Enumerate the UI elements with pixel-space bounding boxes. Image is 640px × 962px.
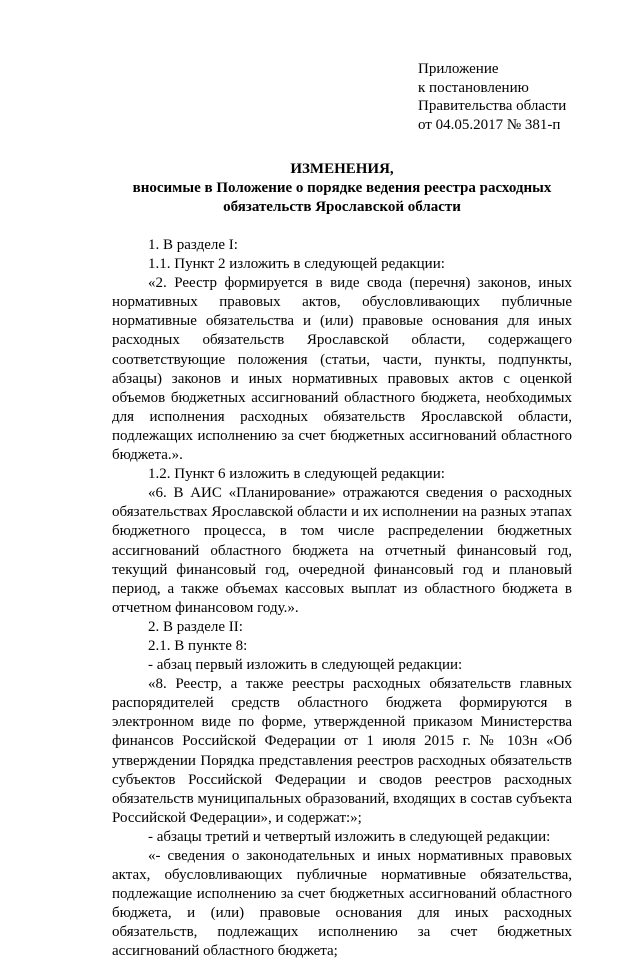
appendix-line-1: Приложение (418, 61, 499, 77)
document-title (112, 160, 572, 217)
paragraph-item-1-1: 1.1. Пункт 2 изложить в следующей редакции: (148, 256, 445, 273)
paragraph-point-8-text: «8. Реестр, а также реестры расходных обязательств главных распорядителей средств областного бюджета формируются в электронном виде по форме, утвержденной приказом Министерства финансов Российской Федерации от 1 июля 2015 г. № 103н «Об утверждении Порядка представления реестров расходных обязательств субъектов Российской Федерации и сводов реестров расходных обязательств муниципальных образований, входящих в состав субъекта Российской Федерации», и содержат:»; (112, 676, 572, 826)
paragraph-point-6-text: «6. В АИС «Планирование» отражаются сведения о расходных обязательствах Ярославской области и их исполнении на разных этапах бюджетного процесса, в том числе распределении бюджетных ассигнований областного бюджета на отчетный финансовый год, текущий финансовый год, очередной финансовый год и плановый период, а также объемах кассовых выплат из областного бюджета в отчетном финансовом году.». (112, 485, 572, 616)
appendix-header (418, 60, 566, 134)
paragraph-third-fourth-abzac: - абзацы третий и четвертый изложить в следующей редакции: (148, 828, 551, 845)
paragraph-point-2-text: «2. Реестр формируется в виде свода (перечня) законов, иных нормативных правовых актов, обусловливающих публичные нормативные обязательства и (или) правовые основания для иных расходных обязательств Ярославской области, содержащего соответствующие положения (статьи, части, пункты, подпункты, абзацы) законов и иных нормативных правовых актов с оценкой объемов бюджетных ассигнований областного бюджета, необходимых для исполнения расходных обязательств Ярославской области, подлежащих исполнению за счет бюджетных ассигнований областного бюджета.». (112, 275, 572, 464)
paragraph-svedeniya-text: «- сведения о законодательных и иных нормативных правовых актах, обусловливающих публичные нормативные обязательства, подлежащие исполнению за счет бюджетных ассигнований областного бюджета, и (или) правовые основания для иных расходных обязательств, подлежащих исполнению за счет бюджетных ассигнований областного бюджета; (112, 848, 572, 960)
title-line-2: вносимые в Положение о порядке ведения реестра расходных (132, 180, 552, 196)
paragraph-section-1: 1. В разделе I: (148, 237, 238, 253)
title-line-3: обязательств Ярославской области (223, 199, 461, 215)
document-body (112, 236, 572, 962)
paragraph-item-1-2: 1.2. Пункт 6 изложить в следующей редакции: (148, 466, 445, 483)
paragraph-section-2: 2. В разделе II: (148, 618, 243, 635)
appendix-line-2: к постановлению (418, 79, 529, 96)
paragraph-item-2-1: 2.1. В пункте 8: (148, 637, 248, 654)
paragraph-first-abzac: - абзац первый изложить в следующей редакции: (148, 657, 463, 674)
appendix-line-4: от 04.05.2017 № 381-п (418, 116, 561, 133)
title-heading: ИЗМЕНЕНИЯ, (290, 161, 394, 177)
appendix-line-3: Правительства области (418, 98, 567, 114)
